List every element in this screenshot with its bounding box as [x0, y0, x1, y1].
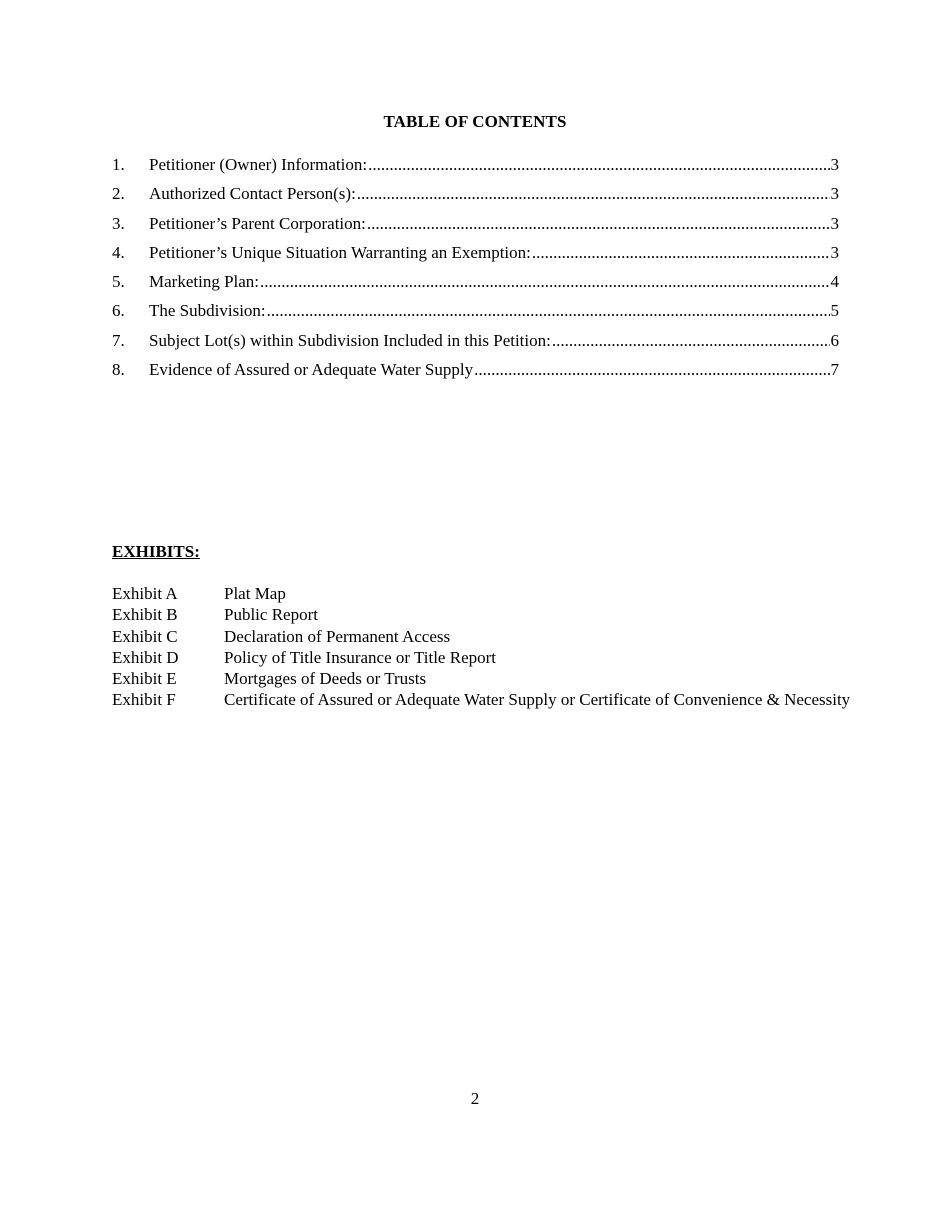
exhibit-description: Certificate of Assured or Adequate Water Supply or Certificate of Convenience & Necessity	[224, 690, 851, 710]
toc-entry-text: Petitioner’s Parent Corporation:	[149, 213, 366, 233]
toc-entry[interactable]	[112, 150, 839, 179]
toc-entry-page: 6	[830, 330, 839, 350]
toc-entry-number: 1.	[112, 155, 125, 174]
toc-entry-page: 3	[830, 242, 839, 262]
page-number: 2	[470, 1089, 480, 1108]
toc-dot-leader	[260, 267, 829, 296]
toc-list	[112, 150, 839, 384]
toc-entry-page: 3	[830, 184, 839, 204]
toc-entry-number: 3.	[112, 213, 125, 233]
exhibit-row	[112, 647, 852, 668]
toc-entry-page: 4	[830, 272, 839, 292]
toc-dot-leader	[267, 296, 830, 325]
toc-entry-text: Evidence of Assured or Adequate Water Supply	[149, 360, 474, 380]
exhibit-description: Mortgages of Deeds or Trusts	[224, 669, 427, 689]
toc-entry-page: 3	[830, 213, 839, 233]
exhibit-row	[112, 583, 852, 604]
toc-entry-page: 5	[830, 301, 839, 321]
toc-entry-number: 8.	[112, 360, 125, 380]
toc-entry-number: 5.	[112, 272, 125, 292]
exhibit-label: Exhibit B	[112, 605, 178, 625]
toc-title: TABLE OF CONTENTS	[383, 112, 567, 131]
toc-dot-leader	[552, 326, 830, 355]
toc-entry[interactable]	[112, 296, 839, 325]
exhibits-heading: EXHIBITS:	[112, 542, 200, 561]
toc-entry-number: 7.	[112, 330, 125, 350]
exhibit-row	[112, 626, 852, 647]
toc-entry-page: 7	[830, 360, 839, 380]
toc-dot-leader	[368, 150, 829, 179]
toc-entry[interactable]	[112, 355, 839, 384]
toc-entry[interactable]	[112, 267, 839, 296]
toc-entry[interactable]	[112, 326, 839, 355]
toc-entry-text: The Subdivision:	[149, 301, 266, 321]
exhibit-label: Exhibit E	[112, 669, 177, 689]
exhibit-description: Public Report	[224, 605, 318, 625]
toc-entry[interactable]	[112, 238, 839, 267]
toc-entry-text: Subject Lot(s) within Subdivision Included in this Petition:	[149, 330, 551, 350]
toc-entry-text: Authorized Contact Person(s):	[149, 184, 356, 204]
exhibit-row	[112, 668, 852, 689]
toc-entry-text: Marketing Plan:	[149, 272, 260, 292]
toc-entry[interactable]	[112, 179, 839, 208]
toc-entry-page: 3	[830, 155, 839, 174]
exhibit-description: Policy of Title Insurance or Title Report	[224, 647, 496, 667]
toc-entry-number: 2.	[112, 184, 125, 204]
toc-entry-text: Petitioner’s Unique Situation Warranting an Exemption:	[149, 242, 531, 262]
toc-dot-leader	[474, 355, 829, 384]
toc-entry-number: 4.	[112, 242, 125, 262]
exhibit-label: Exhibit C	[112, 626, 178, 646]
exhibit-label: Exhibit A	[112, 584, 178, 603]
exhibit-list	[112, 583, 852, 711]
exhibit-description: Plat Map	[224, 584, 286, 603]
toc-entry-number: 6.	[112, 301, 125, 321]
exhibit-label: Exhibit F	[112, 690, 176, 710]
toc-dot-leader	[532, 238, 830, 267]
exhibit-row	[112, 689, 852, 710]
exhibit-label: Exhibit D	[112, 647, 179, 667]
exhibit-row	[112, 604, 852, 625]
toc-dot-leader	[367, 209, 830, 238]
toc-entry[interactable]	[112, 209, 839, 238]
toc-dot-leader	[357, 179, 830, 208]
toc-entry-text: Petitioner (Owner) Information:	[149, 155, 368, 174]
exhibit-description: Declaration of Permanent Access	[224, 626, 451, 646]
